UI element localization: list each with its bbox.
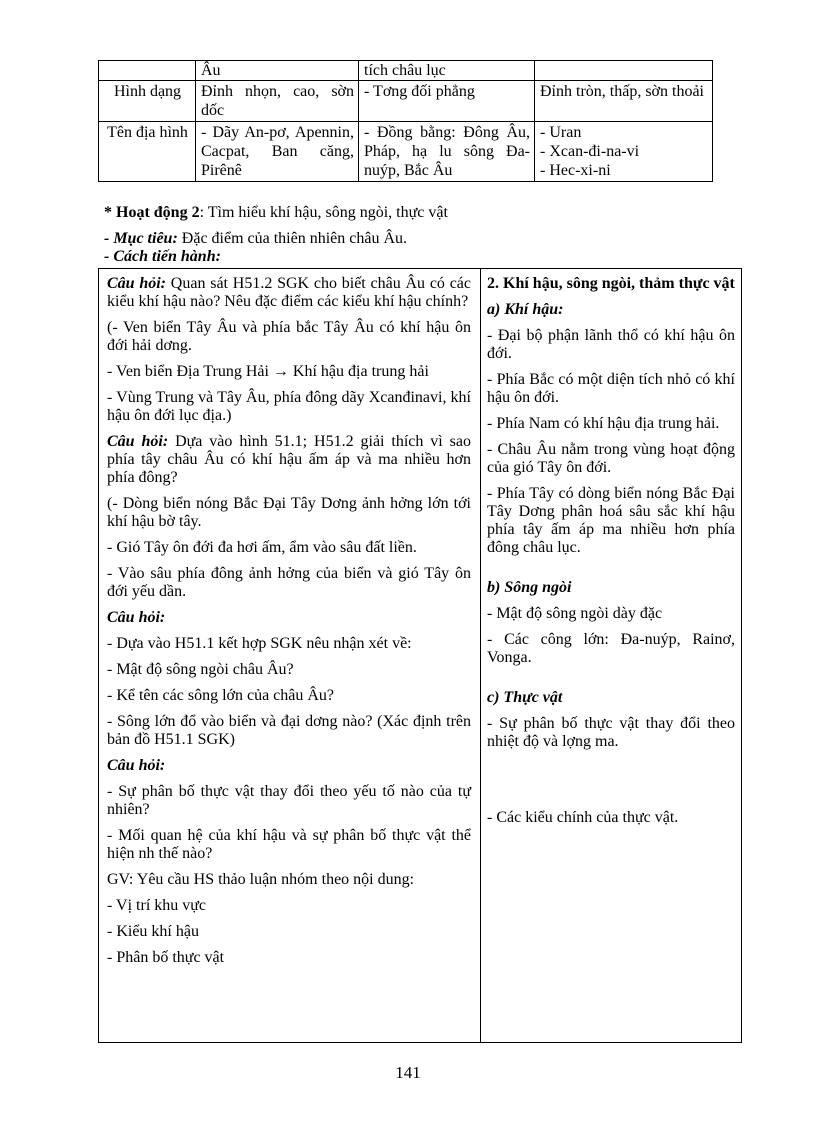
terrain-table xyxy=(98,60,713,182)
table-cell xyxy=(535,61,713,81)
content-item: - Phía Tây có dòng biển nóng Bắc Đại Tây Dơng phân hoá sâu sắc khí hậu phía tây ấm áp ma nhiều hơn phía đông châu lục. xyxy=(487,485,735,556)
content-item: - Các công lớn: Đa-nuýp, Rainơ, Vonga. xyxy=(487,631,735,666)
content-item: - Phía Bắc có một diện tích nhỏ có khí hậu ôn đới. xyxy=(487,371,735,406)
row-label-terrain-names: Tên địa hình xyxy=(99,122,196,182)
table-row xyxy=(99,81,713,122)
section-heading: 2. Khí hậu, sông ngòi, thảm thực vật xyxy=(487,275,735,292)
content-item: - Châu Âu nằm trong vùng hoạt động của gió Tây ôn đới. xyxy=(487,441,735,476)
table-cell: - Đồng bằng: Đông Âu, Pháp, hạ lu sông Đa-nuýp, Bắc Âu xyxy=(359,122,535,182)
question-paragraph: Câu hỏi: Dựa vào hình 51.1; H51.2 giải thích vì sao phía tây châu Âu có khí hậu ấm áp và ma nhiều hơn phía đông? xyxy=(107,433,471,486)
content-item: - Các kiểu chính của thực vật. xyxy=(487,809,679,826)
answer-paragraph: - Gió Tây ôn đới đa hơi ấm, ẩm vào sâu đất liền. xyxy=(107,539,417,556)
content-item: - Đại bộ phận lãnh thổ có khí hậu ôn đới. xyxy=(487,327,735,362)
answer-paragraph: - Vào sâu phía đông ảnh hởng của biển và gió Tây ôn đới yếu dần. xyxy=(107,565,471,600)
list-item: - Hec-xi-ni xyxy=(540,162,611,179)
teacher-activity-column xyxy=(107,275,471,975)
table-cell: tích châu lục xyxy=(359,61,535,81)
activity-table xyxy=(98,268,742,1043)
question-item: - Sự phân bố thực vật thay đổi theo yếu tố nào của tự nhiên? xyxy=(107,783,471,818)
discussion-item: - Vị trí khu vực xyxy=(107,897,207,914)
table-cell xyxy=(535,122,713,182)
answer-paragraph: - Vùng Trung và Tây Âu, phía đông dãy Xcanđinavi, khí hậu ôn đới lục địa.) xyxy=(107,389,471,424)
subsection-heading: b) Sông ngòi xyxy=(487,579,572,596)
content-item: - Mật độ sông ngòi dày đặc xyxy=(487,605,663,622)
question-item: - Sông lớn đổ vào biển và đại dơng nào? (Xác định trên bản đồ H51.1 SGK) xyxy=(107,713,471,748)
list-item: - Uran xyxy=(540,124,582,141)
instruction-paragraph: GV: Yêu cầu HS thảo luận nhóm theo nội dung: xyxy=(107,871,415,888)
procedure-heading: - Cách tiến hành: xyxy=(104,248,221,265)
content-column xyxy=(487,275,735,835)
table-cell: Đỉnh nhọn, cao, sờn dốc xyxy=(196,81,359,122)
discussion-item: - Kiểu khí hậu xyxy=(107,923,199,940)
question-paragraph: Câu hỏi: Quan sát H51.2 SGK cho biết châu Âu có các kiểu khí hậu nào? Nêu đặc điểm các kiểu khí hậu chính? xyxy=(107,275,471,310)
question-item: - Mối quan hệ của khí hậu và sự phân bố thực vật thể hiện nh thế nào? xyxy=(107,827,471,862)
table-cell: - Dãy An-pơ, Apennin, Cacpat, Ban căng, Pirênê xyxy=(196,122,359,182)
table-cell: - Tơng đối phẳng xyxy=(359,81,535,122)
question-label: Câu hỏi: xyxy=(107,757,166,774)
answer-paragraph: - Ven biển Địa Trung Hải → Khí hậu địa trung hải xyxy=(107,363,429,380)
objective-line: - Mục tiêu: Đặc điểm của thiên nhiên châu Âu. xyxy=(104,230,408,247)
question-item: - Mật độ sông ngòi châu Âu? xyxy=(107,661,294,678)
activity-heading: * Hoạt động 2: Tìm hiểu khí hậu, sông ngòi, thực vật xyxy=(104,204,448,221)
question-label: Câu hỏi: xyxy=(107,609,166,626)
table-row xyxy=(99,61,713,81)
column-divider xyxy=(480,269,481,1042)
answer-paragraph: (- Dòng biển nóng Bắc Đại Tây Dơng ảnh hởng lớn tới khí hậu bờ tây. xyxy=(107,495,471,530)
answer-paragraph: (- Ven biển Tây Âu và phía bắc Tây Âu có khí hậu ôn đới hải dơng. xyxy=(107,319,471,354)
table-cell xyxy=(99,61,196,81)
table-cell: Đỉnh tròn, thấp, sờn thoải xyxy=(535,81,713,122)
content-item: - Phía Nam có khí hậu địa trung hải. xyxy=(487,415,720,432)
list-item: - Xcan-đi-na-vi xyxy=(540,143,640,160)
table-cell: Âu xyxy=(196,61,359,81)
subsection-heading: c) Thực vật xyxy=(487,689,563,706)
row-label-shape: Hình dạng xyxy=(99,81,196,122)
content-item: - Sự phân bố thực vật thay đổi theo nhiệt độ và lợng ma. xyxy=(487,715,735,750)
page-number: 141 xyxy=(395,1063,421,1082)
subsection-heading: a) Khí hậu: xyxy=(487,301,564,318)
discussion-item: - Phân bố thực vật xyxy=(107,949,225,966)
question-item: - Kể tên các sông lớn của châu Âu? xyxy=(107,687,335,704)
question-item: - Dựa vào H51.1 kết hợp SGK nêu nhận xét về: xyxy=(107,635,412,652)
table-row xyxy=(99,122,713,182)
